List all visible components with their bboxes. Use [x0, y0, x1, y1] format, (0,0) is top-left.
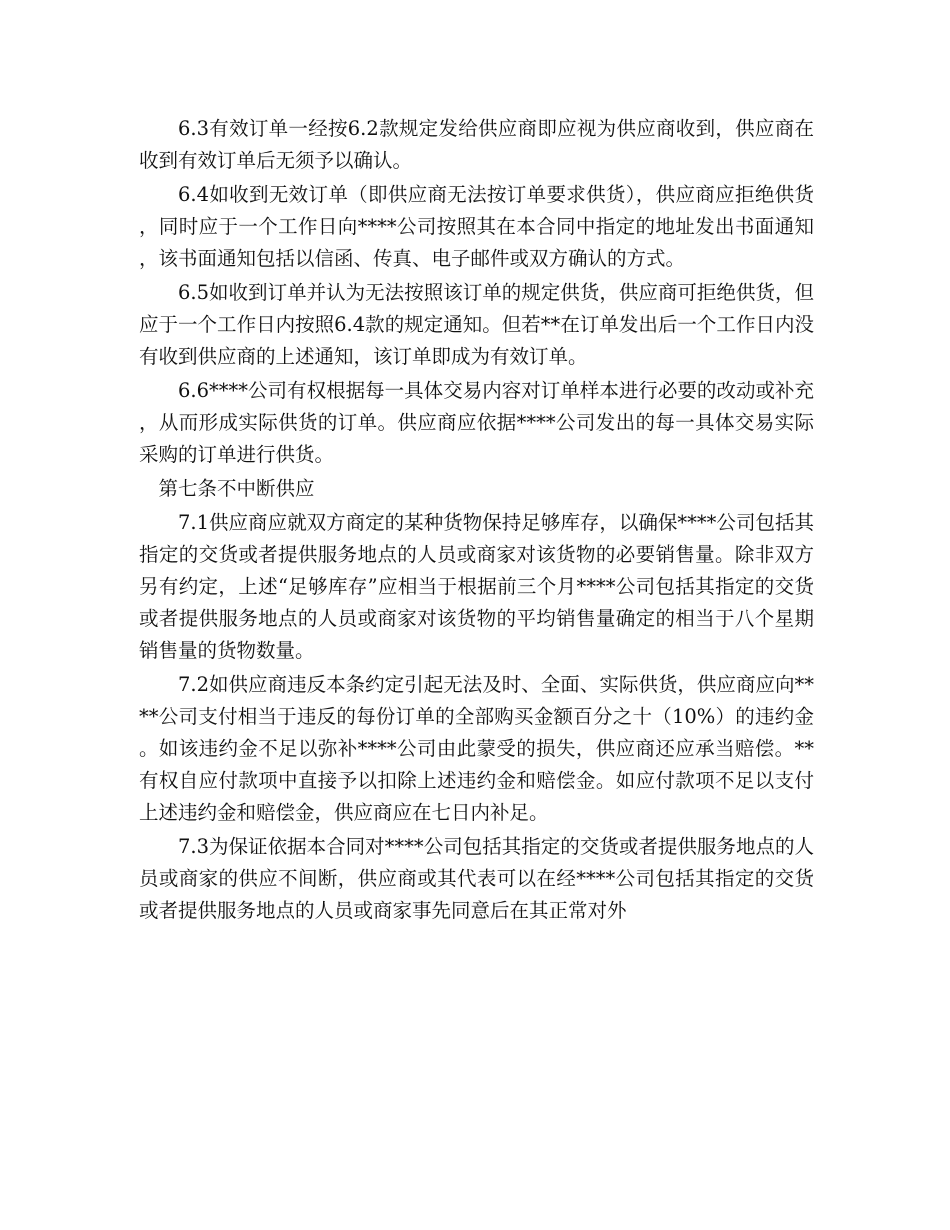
document-page — [139, 113, 814, 929]
clause-6-3: 6.3有效订单一经按6.2款规定发给供应商即应视为供应商收到，供应商在收到有效订单后无须予以确认。 — [139, 117, 814, 172]
clause-6-5: 6.5如收到订单并认为无法按照该订单的规定供货，供应商可拒绝供货，但应于一个工作日内按照6.4款的规定通知。但若**在订单发出后一个工作日内没有收到供应商的上述通知，该订单即成为有效订单。 — [139, 281, 814, 368]
clause-6-4: 6.4如收到无效订单（即供应商无法按订单要求供货），供应商应拒绝供货，同时应于一个工作日向****公司按照其在本合同中指定的地址发出书面通知，该书面通知包括以信函、传真、电子邮件或双方确认的方式。 — [139, 183, 814, 270]
clause-7-3: 7.3为保证依据本合同对****公司包括其指定的交货或者提供服务地点的人员或商家的供应不间断，供应商或其代表可以在经****公司包括其指定的交货或者提供服务地点的人员或商家事先同意后在其正常对外 — [139, 835, 814, 922]
article-7-heading: 第七条不中断供应 — [158, 477, 315, 500]
clause-7-1: 7.1供应商应就双方商定的某种货物保持足够库存，以确保****公司包括其指定的交货或者提供服务地点的人员或商家对该货物的必要销售量。除非双方另有约定，上述“足够库存”应相当于根据前三个月****公司包括其指定的交货或者提供服务地点的人员或商家对该货物的平均销售量确定的相当于八个星期销售量的货物数量。 — [139, 511, 814, 662]
clause-7-2: 7.2如供应商违反本条约定引起无法及时、全面、实际供货，供应商应向****公司支付相当于违反的每份订单的全部购买金额百分之十（10%）的违约金。如该违约金不足以弥补****公司由此蒙受的损失，供应商还应承当赔偿。**有权自应付款项中直接予以扣除上述违约金和赔偿金。如应付款项不足以支付上述违约金和赔偿金，供应商应在七日内补足。 — [139, 673, 814, 824]
clause-6-6: 6.6****公司有权根据每一具体交易内容对订单样本进行必要的改动或补充，从而形成实际供货的订单。供应商应依据****公司发出的每一具体交易实际采购的订单进行供货。 — [139, 379, 814, 466]
